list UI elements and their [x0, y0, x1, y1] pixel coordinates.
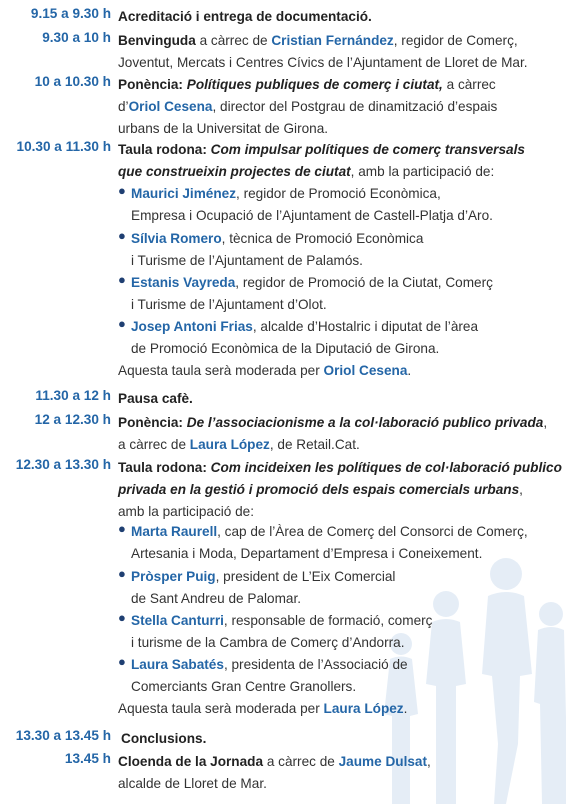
item-text: a càrrec	[442, 77, 496, 92]
item-text: d’	[118, 99, 129, 114]
item-title: privada en la gestió i promoció dels espais comercials urbans	[118, 482, 520, 497]
item-title: Com incideixen les polítiques de col·laboració publico	[210, 460, 562, 475]
participant-role: i Turisme de l’Ajuntament de Palamós.	[131, 253, 363, 268]
schedule-time: 10.30 a 11.30 h	[16, 139, 111, 154]
bullet-icon: ●	[118, 316, 126, 331]
participant-name: Maurici Jiménez	[131, 186, 237, 201]
schedule-time: 12.30 a 13.30 h	[15, 457, 111, 472]
item-text: ,	[543, 415, 548, 430]
participant-role: Artesania i Moda, Departament d’Empresa i Coneixement.	[131, 546, 483, 561]
item-title: Polítiques publiques de comerç i ciutat,	[186, 77, 443, 92]
item-text: , director del Postgrau de dinamització d’espais	[212, 99, 498, 114]
item-title: Pausa cafè.	[118, 391, 193, 406]
item-text: , regidor de Comerç,	[393, 33, 518, 48]
item-title: que construeixin projectes de ciutat	[118, 164, 351, 179]
participant-name: Marta Raurell	[131, 524, 218, 539]
schedule-time: 10 a 10.30 h	[34, 74, 111, 89]
participant-role: Empresa i Ocupació de l’Ajuntament de Castell-Platja d’Aro.	[131, 208, 493, 223]
schedule-time: 12 a 12.30 h	[34, 412, 111, 427]
schedule-time: 9.30 a 10 h	[42, 30, 111, 45]
bullet-icon: ●	[118, 654, 126, 669]
item-title: Benvinguda	[118, 33, 196, 48]
item-text: a càrrec de	[263, 754, 339, 769]
participant-role: Comerciants Gran Centre Granollers.	[131, 679, 357, 694]
participant-role: , regidor de Promoció de la Ciutat, Comerç	[235, 275, 493, 290]
item-title: Cloenda de la Jornada	[118, 754, 264, 769]
schedule-time: 9.15 a 9.30 h	[30, 6, 111, 21]
moderator-text: Aquesta taula serà moderada per	[118, 701, 324, 716]
speaker-name: Cristian Fernández	[271, 33, 394, 48]
participant-role: i turisme de la Cambra de Comerç d’Andorra.	[131, 635, 405, 650]
item-text: amb la participació de:	[118, 504, 255, 519]
item-label: Taula rodona:	[118, 460, 207, 475]
participant-role: , regidor de Promoció Econòmica,	[236, 186, 441, 201]
bullet-icon: ●	[118, 566, 126, 581]
punctuation: .	[407, 363, 412, 378]
item-text: alcalde de Lloret de Mar.	[118, 776, 267, 791]
bullet-icon: ●	[118, 272, 126, 287]
bullet-icon: ●	[118, 228, 126, 243]
item-title: Com impulsar polítiques de comerç transversals	[210, 142, 525, 157]
participant-role: , responsable de formació, comerç	[223, 613, 433, 628]
participant-role: , presidenta de l’Associació de	[223, 657, 408, 672]
item-label: Ponència:	[118, 77, 183, 92]
item-text: a càrrec de	[195, 33, 272, 48]
participant-name: Stella Canturri	[131, 613, 224, 628]
bullet-icon: ●	[118, 183, 126, 198]
item-text: a càrrec de	[118, 437, 190, 452]
participant-role: , tècnica de Promoció Econòmica	[221, 231, 424, 246]
participant-name: Josep Antoni Frias	[131, 319, 253, 334]
item-text: Joventut, Mercats i Centres Cívics de l’Ajuntament de Lloret de Mar.	[118, 55, 528, 70]
participant-name: Laura Sabatés	[131, 657, 224, 672]
participant-role: i Turisme de l’Ajuntament d’Olot.	[131, 297, 327, 312]
speaker-name: Laura López	[189, 437, 270, 452]
participant-role: de Promoció Econòmica de la Diputació de Girona.	[131, 341, 440, 356]
punctuation: .	[403, 701, 408, 716]
participant-name: Pròsper Puig	[131, 569, 216, 584]
participant-name: Estanis Vayreda	[131, 275, 236, 290]
participant-role: , alcalde d’Hostalric i diputat de l’àrea	[252, 319, 479, 334]
participant-role: , president de L’Eix Comercial	[215, 569, 396, 584]
item-text: urbans de la Universitat de Girona.	[118, 121, 329, 136]
moderator-name: Oriol Cesena	[323, 363, 408, 378]
schedule-time: 13.30 a 13.45 h	[15, 728, 111, 743]
item-text: , de Retail.Cat.	[269, 437, 360, 452]
speaker-name: Oriol Cesena	[128, 99, 213, 114]
participant-role: de Sant Andreu de Palomar.	[131, 591, 302, 606]
item-label: Ponència:	[118, 415, 183, 430]
participant-role: , cap de l’Àrea de Comerç del Consorci de Comerç,	[217, 524, 528, 539]
speaker-name: Jaume Dulsat	[338, 754, 428, 769]
item-text: ,	[427, 754, 431, 769]
bullet-icon: ●	[118, 521, 126, 536]
item-label: Taula rodona:	[118, 142, 207, 157]
item-text: , amb la participació de:	[350, 164, 495, 179]
moderator-name: Laura López	[323, 701, 404, 716]
item-title: Conclusions.	[121, 731, 207, 746]
participant-name: Sílvia Romero	[131, 231, 222, 246]
schedule-time: 11.30 a 12 h	[35, 388, 111, 403]
schedule-time: 13.45 h	[64, 751, 111, 766]
bullet-icon: ●	[118, 610, 126, 625]
item-title: Acreditació i entrega de documentació.	[118, 9, 372, 24]
item-title: De l’associacionisme a la col·laboració publico privada	[186, 415, 544, 430]
item-text: ,	[519, 482, 523, 497]
moderator-text: Aquesta taula serà moderada per	[118, 363, 324, 378]
